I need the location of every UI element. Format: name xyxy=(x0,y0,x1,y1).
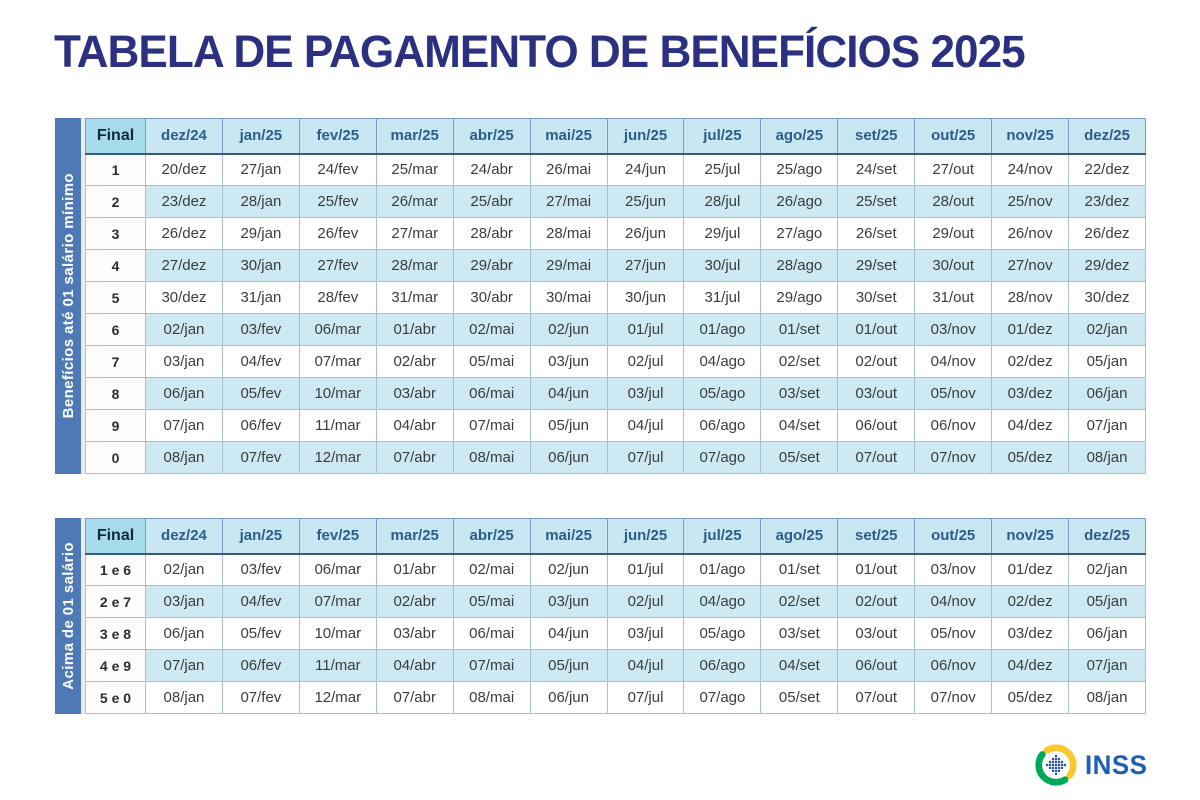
payment-date-cell: 01/set xyxy=(761,314,838,346)
month-column-header: abr/25 xyxy=(453,119,530,154)
payment-date-cell: 26/ago xyxy=(761,186,838,218)
payment-date-cell: 06/mar xyxy=(299,554,376,586)
payment-table-above-minimum-wage xyxy=(85,518,1146,714)
month-column-header: set/25 xyxy=(838,519,915,554)
payment-date-cell: 05/nov xyxy=(915,618,992,650)
table-row xyxy=(86,554,1146,586)
payment-date-cell: 31/mar xyxy=(376,282,453,314)
payment-date-cell: 30/out xyxy=(915,250,992,282)
payment-date-cell: 04/ago xyxy=(684,586,761,618)
payment-date-cell: 06/out xyxy=(838,410,915,442)
table-row xyxy=(86,346,1146,378)
payment-date-cell: 26/dez xyxy=(146,218,223,250)
payment-date-cell: 05/dez xyxy=(992,442,1069,474)
payment-date-cell: 08/jan xyxy=(1069,442,1146,474)
payment-date-cell: 28/jan xyxy=(222,186,299,218)
table-row xyxy=(86,282,1146,314)
payment-date-cell: 04/jul xyxy=(607,650,684,682)
payment-date-cell: 05/fev xyxy=(222,378,299,410)
payment-date-cell: 05/mai xyxy=(453,586,530,618)
header-row xyxy=(86,519,1146,554)
final-column-header: Final xyxy=(86,119,146,154)
month-column-header: ago/25 xyxy=(761,519,838,554)
table-row xyxy=(86,586,1146,618)
sidebar-up-to-minimum-wage xyxy=(55,118,85,474)
payment-date-cell: 05/jan xyxy=(1069,346,1146,378)
table-body xyxy=(86,154,1146,474)
payment-date-cell: 06/out xyxy=(838,650,915,682)
payment-date-cell: 01/out xyxy=(838,314,915,346)
payment-date-cell: 01/jul xyxy=(607,554,684,586)
table-row xyxy=(86,618,1146,650)
month-column-header: mar/25 xyxy=(376,119,453,154)
payment-date-cell: 03/jun xyxy=(530,586,607,618)
payment-date-cell: 06/ago xyxy=(684,650,761,682)
month-column-header: out/25 xyxy=(915,519,992,554)
payment-date-cell: 05/fev xyxy=(222,618,299,650)
payment-date-cell: 02/abr xyxy=(376,586,453,618)
inss-globe-dots xyxy=(1046,755,1066,775)
payment-date-cell: 02/jul xyxy=(607,346,684,378)
table-row xyxy=(86,378,1146,410)
month-column-header: abr/25 xyxy=(453,519,530,554)
payment-date-cell: 24/abr xyxy=(453,154,530,186)
payment-date-cell: 26/mar xyxy=(376,186,453,218)
payment-date-cell: 02/set xyxy=(761,586,838,618)
final-digit-cell: 5 xyxy=(86,282,146,314)
payment-date-cell: 20/dez xyxy=(146,154,223,186)
final-digit-cell: 9 xyxy=(86,410,146,442)
payment-date-cell: 02/out xyxy=(838,586,915,618)
final-digit-cell: 3 e 8 xyxy=(86,618,146,650)
payment-date-cell: 03/dez xyxy=(992,378,1069,410)
payment-date-cell: 07/fev xyxy=(222,442,299,474)
payment-date-cell: 27/jan xyxy=(222,154,299,186)
payment-date-cell: 31/out xyxy=(915,282,992,314)
payment-date-cell: 03/fev xyxy=(222,554,299,586)
payment-date-cell: 28/abr xyxy=(453,218,530,250)
final-digit-cell: 2 xyxy=(86,186,146,218)
payment-date-cell: 03/dez xyxy=(992,618,1069,650)
table-row xyxy=(86,218,1146,250)
payment-date-cell: 24/jun xyxy=(607,154,684,186)
payment-date-cell: 04/set xyxy=(761,410,838,442)
payment-date-cell: 03/jul xyxy=(607,378,684,410)
payment-date-cell: 06/fev xyxy=(222,650,299,682)
payment-date-cell: 05/jun xyxy=(530,410,607,442)
payment-date-cell: 25/jul xyxy=(684,154,761,186)
final-digit-cell: 4 e 9 xyxy=(86,650,146,682)
payment-date-cell: 02/mai xyxy=(453,314,530,346)
payment-date-cell: 06/nov xyxy=(915,410,992,442)
payment-date-cell: 25/ago xyxy=(761,154,838,186)
payment-date-cell: 29/jan xyxy=(222,218,299,250)
final-digit-cell: 7 xyxy=(86,346,146,378)
payment-date-cell: 05/jan xyxy=(1069,586,1146,618)
payment-date-cell: 29/mai xyxy=(530,250,607,282)
payment-date-cell: 06/jun xyxy=(530,442,607,474)
final-digit-cell: 3 xyxy=(86,218,146,250)
month-column-header: jul/25 xyxy=(684,119,761,154)
payment-date-cell: 12/mar xyxy=(299,682,376,714)
payment-date-cell: 23/dez xyxy=(1069,186,1146,218)
payment-date-cell: 30/mai xyxy=(530,282,607,314)
final-digit-cell: 1 xyxy=(86,154,146,186)
payment-date-cell: 10/mar xyxy=(299,378,376,410)
table-row xyxy=(86,682,1146,714)
payment-date-cell: 27/dez xyxy=(146,250,223,282)
payment-date-cell: 07/mai xyxy=(453,410,530,442)
payment-date-cell: 30/dez xyxy=(146,282,223,314)
month-column-header: jan/25 xyxy=(222,519,299,554)
payment-date-cell: 03/out xyxy=(838,618,915,650)
payment-date-cell: 07/fev xyxy=(222,682,299,714)
payment-date-cell: 28/fev xyxy=(299,282,376,314)
month-column-header: dez/24 xyxy=(146,119,223,154)
month-column-header: dez/25 xyxy=(1069,119,1146,154)
month-column-header: mai/25 xyxy=(530,519,607,554)
month-column-header: jun/25 xyxy=(607,519,684,554)
payment-date-cell: 26/dez xyxy=(1069,218,1146,250)
payment-date-cell: 03/fev xyxy=(222,314,299,346)
payment-date-cell: 05/ago xyxy=(684,618,761,650)
payment-date-cell: 02/jul xyxy=(607,586,684,618)
final-digit-cell: 0 xyxy=(86,442,146,474)
payment-date-cell: 07/nov xyxy=(915,682,992,714)
month-column-header: dez/25 xyxy=(1069,519,1146,554)
month-column-header: jan/25 xyxy=(222,119,299,154)
payment-date-cell: 11/mar xyxy=(299,410,376,442)
payment-date-cell: 04/fev xyxy=(222,346,299,378)
payment-date-cell: 04/nov xyxy=(915,346,992,378)
payment-date-cell: 23/dez xyxy=(146,186,223,218)
payment-date-cell: 27/mai xyxy=(530,186,607,218)
payment-date-cell: 08/jan xyxy=(1069,682,1146,714)
payment-date-cell: 01/dez xyxy=(992,554,1069,586)
payment-date-cell: 07/out xyxy=(838,442,915,474)
payment-date-cell: 27/mar xyxy=(376,218,453,250)
payment-date-cell: 06/nov xyxy=(915,650,992,682)
payment-date-cell: 06/jan xyxy=(146,618,223,650)
payment-date-cell: 07/jul xyxy=(607,442,684,474)
payment-date-cell: 07/ago xyxy=(684,442,761,474)
payment-date-cell: 02/set xyxy=(761,346,838,378)
payment-date-cell: 01/ago xyxy=(684,554,761,586)
payment-date-cell: 29/dez xyxy=(1069,250,1146,282)
sidebar-label: Benefícios até 01 salário mínimo xyxy=(59,173,77,419)
payment-date-cell: 06/mar xyxy=(299,314,376,346)
sidebar-above-minimum-wage xyxy=(55,518,85,714)
payment-date-cell: 25/set xyxy=(838,186,915,218)
payment-date-cell: 07/mar xyxy=(299,586,376,618)
payment-date-cell: 08/jan xyxy=(146,682,223,714)
payment-date-cell: 02/jan xyxy=(146,554,223,586)
payment-date-cell: 08/mai xyxy=(453,682,530,714)
month-column-header: dez/24 xyxy=(146,519,223,554)
payment-date-cell: 02/abr xyxy=(376,346,453,378)
table-row xyxy=(86,442,1146,474)
payment-date-cell: 25/mar xyxy=(376,154,453,186)
payment-date-cell: 01/abr xyxy=(376,314,453,346)
payment-date-cell: 04/dez xyxy=(992,650,1069,682)
month-column-header: set/25 xyxy=(838,119,915,154)
payment-date-cell: 31/jan xyxy=(222,282,299,314)
payment-date-cell: 01/set xyxy=(761,554,838,586)
payment-date-cell: 04/abr xyxy=(376,410,453,442)
payment-date-cell: 02/dez xyxy=(992,346,1069,378)
table-row xyxy=(86,314,1146,346)
payment-date-cell: 05/nov xyxy=(915,378,992,410)
payment-date-cell: 04/abr xyxy=(376,650,453,682)
month-column-header: fev/25 xyxy=(299,119,376,154)
payment-date-cell: 04/set xyxy=(761,650,838,682)
sidebar-label: Acima de 01 salário xyxy=(59,542,77,690)
payment-date-cell: 03/jun xyxy=(530,346,607,378)
payment-date-cell: 02/mai xyxy=(453,554,530,586)
month-column-header: mar/25 xyxy=(376,519,453,554)
payment-date-cell: 10/mar xyxy=(299,618,376,650)
table-row xyxy=(86,186,1146,218)
table-row xyxy=(86,250,1146,282)
payment-date-cell: 06/jan xyxy=(1069,618,1146,650)
payment-date-cell: 07/mar xyxy=(299,346,376,378)
payment-date-cell: 06/ago xyxy=(684,410,761,442)
payment-date-cell: 28/nov xyxy=(992,282,1069,314)
payment-date-cell: 02/jan xyxy=(146,314,223,346)
payment-date-cell: 04/dez xyxy=(992,410,1069,442)
payment-date-cell: 04/nov xyxy=(915,586,992,618)
payment-date-cell: 07/mai xyxy=(453,650,530,682)
payment-date-cell: 02/jan xyxy=(1069,314,1146,346)
final-column-header: Final xyxy=(86,519,146,554)
payment-date-cell: 29/ago xyxy=(761,282,838,314)
payment-date-cell: 02/jan xyxy=(1069,554,1146,586)
month-column-header: nov/25 xyxy=(992,519,1069,554)
table-row xyxy=(86,650,1146,682)
payment-date-cell: 07/jan xyxy=(1069,410,1146,442)
payment-date-cell: 07/jul xyxy=(607,682,684,714)
payment-date-cell: 03/jan xyxy=(146,346,223,378)
payment-date-cell: 05/set xyxy=(761,442,838,474)
payment-date-cell: 04/jul xyxy=(607,410,684,442)
payment-date-cell: 29/jul xyxy=(684,218,761,250)
payment-date-cell: 04/jun xyxy=(530,618,607,650)
payment-date-cell: 07/ago xyxy=(684,682,761,714)
payment-date-cell: 22/dez xyxy=(1069,154,1146,186)
payment-date-cell: 27/fev xyxy=(299,250,376,282)
payment-date-cell: 02/dez xyxy=(992,586,1069,618)
payment-date-cell: 06/jun xyxy=(530,682,607,714)
final-digit-cell: 2 e 7 xyxy=(86,586,146,618)
inss-emblem-icon xyxy=(1033,742,1079,788)
payment-date-cell: 11/mar xyxy=(299,650,376,682)
month-column-header: fev/25 xyxy=(299,519,376,554)
payment-date-cell: 03/out xyxy=(838,378,915,410)
payment-date-cell: 25/abr xyxy=(453,186,530,218)
payment-date-cell: 25/jun xyxy=(607,186,684,218)
payment-date-cell: 01/dez xyxy=(992,314,1069,346)
payment-date-cell: 06/fev xyxy=(222,410,299,442)
final-digit-cell: 5 e 0 xyxy=(86,682,146,714)
payment-date-cell: 27/nov xyxy=(992,250,1069,282)
payment-date-cell: 29/out xyxy=(915,218,992,250)
payment-date-cell: 26/set xyxy=(838,218,915,250)
table-header xyxy=(86,519,1146,554)
final-digit-cell: 6 xyxy=(86,314,146,346)
payment-date-cell: 05/set xyxy=(761,682,838,714)
payment-date-cell: 25/nov xyxy=(992,186,1069,218)
payment-date-cell: 02/jun xyxy=(530,314,607,346)
month-column-header: ago/25 xyxy=(761,119,838,154)
table-block-above-minimum-wage xyxy=(55,518,1146,714)
month-column-header: jun/25 xyxy=(607,119,684,154)
payment-date-cell: 27/out xyxy=(915,154,992,186)
payment-date-cell: 29/abr xyxy=(453,250,530,282)
payment-date-cell: 08/jan xyxy=(146,442,223,474)
payment-date-cell: 04/ago xyxy=(684,346,761,378)
inss-logo xyxy=(1033,742,1150,788)
payment-date-cell: 26/mai xyxy=(530,154,607,186)
payment-date-cell: 05/ago xyxy=(684,378,761,410)
payment-date-cell: 28/jul xyxy=(684,186,761,218)
payment-date-cell: 01/jul xyxy=(607,314,684,346)
month-column-header: mai/25 xyxy=(530,119,607,154)
payment-date-cell: 12/mar xyxy=(299,442,376,474)
payment-date-cell: 03/jan xyxy=(146,586,223,618)
payment-date-cell: 06/mai xyxy=(453,378,530,410)
payment-date-cell: 30/jan xyxy=(222,250,299,282)
payment-date-cell: 05/mai xyxy=(453,346,530,378)
header-row xyxy=(86,119,1146,154)
payment-date-cell: 06/jan xyxy=(146,378,223,410)
payment-date-cell: 31/jul xyxy=(684,282,761,314)
payment-table-up-to-minimum-wage xyxy=(85,118,1146,474)
payment-date-cell: 27/ago xyxy=(761,218,838,250)
table-body xyxy=(86,554,1146,714)
payment-date-cell: 28/mai xyxy=(530,218,607,250)
payment-date-cell: 26/fev xyxy=(299,218,376,250)
payment-date-cell: 07/jan xyxy=(1069,650,1146,682)
payment-date-cell: 28/out xyxy=(915,186,992,218)
table-row xyxy=(86,154,1146,186)
payment-date-cell: 01/abr xyxy=(376,554,453,586)
payment-date-cell: 25/fev xyxy=(299,186,376,218)
table-header xyxy=(86,119,1146,154)
final-digit-cell: 4 xyxy=(86,250,146,282)
page-title: TABELA DE PAGAMENTO DE BENEFÍCIOS 2025 xyxy=(54,26,1025,77)
payment-date-cell: 07/abr xyxy=(376,682,453,714)
payment-date-cell: 05/jun xyxy=(530,650,607,682)
payment-date-cell: 24/set xyxy=(838,154,915,186)
payment-date-cell: 30/jul xyxy=(684,250,761,282)
payment-date-cell: 28/ago xyxy=(761,250,838,282)
month-column-header: nov/25 xyxy=(992,119,1069,154)
payment-date-cell: 28/mar xyxy=(376,250,453,282)
table-block-up-to-minimum-wage xyxy=(55,118,1146,474)
payment-date-cell: 03/abr xyxy=(376,618,453,650)
payment-date-cell: 03/nov xyxy=(915,554,992,586)
final-digit-cell: 1 e 6 xyxy=(86,554,146,586)
payment-date-cell: 26/nov xyxy=(992,218,1069,250)
final-digit-cell: 8 xyxy=(86,378,146,410)
payment-date-cell: 02/out xyxy=(838,346,915,378)
payment-date-cell: 03/set xyxy=(761,378,838,410)
payment-date-cell: 02/jun xyxy=(530,554,607,586)
payment-date-cell: 29/set xyxy=(838,250,915,282)
payment-date-cell: 01/ago xyxy=(684,314,761,346)
payment-date-cell: 07/nov xyxy=(915,442,992,474)
payment-date-cell: 04/jun xyxy=(530,378,607,410)
payment-date-cell: 06/jan xyxy=(1069,378,1146,410)
payment-date-cell: 27/jun xyxy=(607,250,684,282)
table-row xyxy=(86,410,1146,442)
month-column-header: out/25 xyxy=(915,119,992,154)
payment-date-cell: 07/jan xyxy=(146,650,223,682)
payment-date-cell: 06/mai xyxy=(453,618,530,650)
payment-date-cell: 07/jan xyxy=(146,410,223,442)
inss-logo-text: INSS xyxy=(1084,749,1148,780)
payment-date-cell: 26/jun xyxy=(607,218,684,250)
payment-date-cell: 03/nov xyxy=(915,314,992,346)
payment-date-cell: 30/set xyxy=(838,282,915,314)
payment-date-cell: 03/jul xyxy=(607,618,684,650)
payment-date-cell: 04/fev xyxy=(222,586,299,618)
payment-date-cell: 03/abr xyxy=(376,378,453,410)
payment-date-cell: 24/fev xyxy=(299,154,376,186)
payment-date-cell: 30/jun xyxy=(607,282,684,314)
payment-date-cell: 30/abr xyxy=(453,282,530,314)
payment-date-cell: 07/abr xyxy=(376,442,453,474)
payment-date-cell: 03/set xyxy=(761,618,838,650)
payment-date-cell: 01/out xyxy=(838,554,915,586)
payment-date-cell: 24/nov xyxy=(992,154,1069,186)
payment-date-cell: 08/mai xyxy=(453,442,530,474)
month-column-header: jul/25 xyxy=(684,519,761,554)
payment-date-cell: 07/out xyxy=(838,682,915,714)
payment-date-cell: 05/dez xyxy=(992,682,1069,714)
payment-date-cell: 30/dez xyxy=(1069,282,1146,314)
